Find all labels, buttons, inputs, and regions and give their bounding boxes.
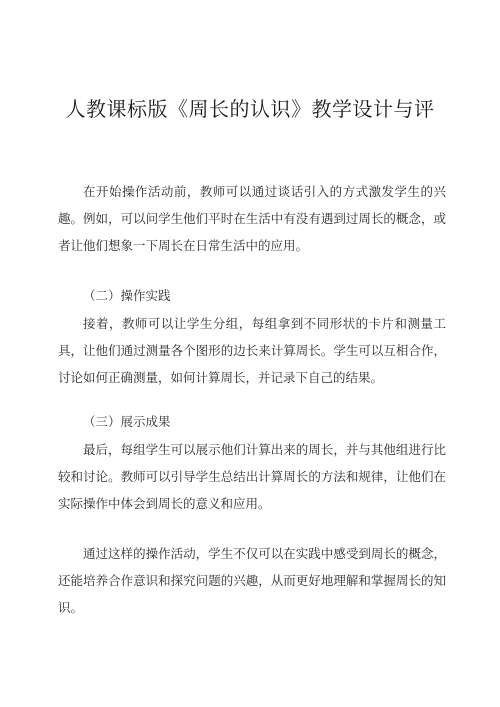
section-heading-practice: （二）操作实践: [83, 288, 171, 303]
practice-paragraph: 接着，教师可以让学生分组，每组拿到不同形状的卡片和测量工具，让他们通过测量各个图形的边长来计算周长。学生可以互相合作，讨论如何正确测量，如何计算周长，并记录下自己的结果。: [58, 316, 446, 385]
document-title: 人教课标版《周长的认识》教学设计与评: [65, 97, 435, 121]
conclusion-paragraph: 通过这样的操作活动，学生不仅可以在实践中感受到周长的概念，还能培养合作意识和探究问题的兴趣，从而更好地理解和掌握周长的知识。: [58, 546, 446, 615]
section-heading-showcase: （三）展示成果: [83, 414, 171, 429]
intro-paragraph: 在开始操作活动前，教师可以通过谈话引入的方式激发学生的兴趣。例如，可以问学生他们平时在生活中有没有遇到过周长的概念，或者让他们想象一下周长在日常生活中的应用。: [58, 184, 446, 253]
showcase-paragraph: 最后，每组学生可以展示他们计算出来的周长，并与其他组进行比较和讨论。教师可以引导学生总结出计算周长的方法和规律，让他们在实际操作中体会到周长的意义和应用。: [58, 442, 446, 511]
